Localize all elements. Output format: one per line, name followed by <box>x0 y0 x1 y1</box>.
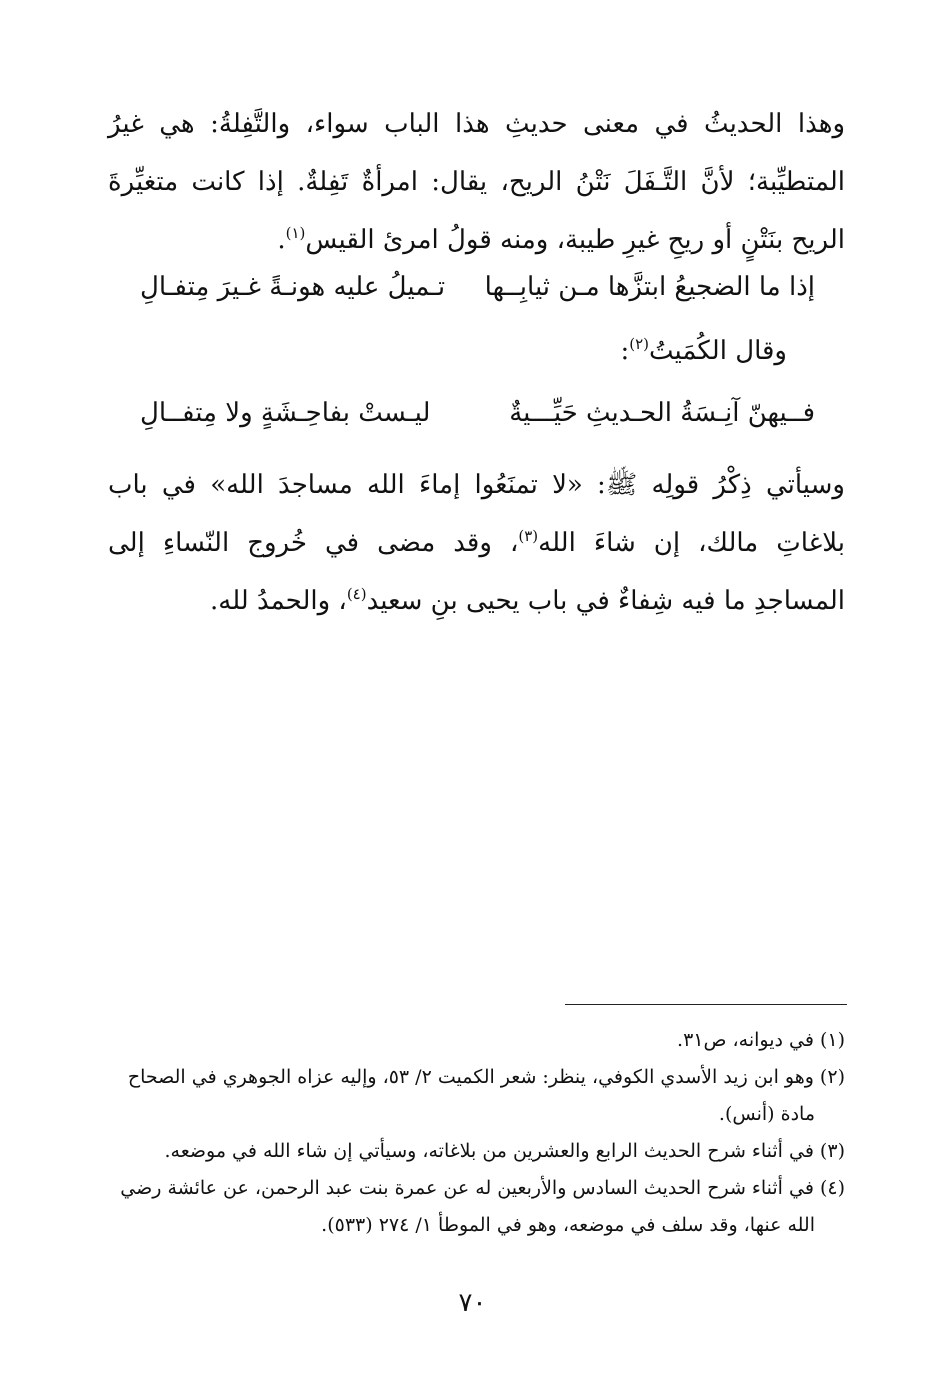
footnote-ref-3[interactable]: (٣) <box>518 527 539 545</box>
footnotes <box>108 1022 845 1244</box>
paragraph-2-text-b: ، وقد مضى في خُروج النّساءِ إلى المساجدِ ما فيه شِفاءٌ في باب يحيى بنِ سعيد <box>108 528 845 616</box>
paragraph-2 <box>108 456 845 630</box>
verse-2-intro-text: وقال الكُمَيتُ <box>649 336 787 366</box>
footnote-4: (٤) في أثناء شرح الحديث السادس والأربعين له عن عمرة بنت عبد الرحمن، عن عائشة رضي <box>120 1177 845 1199</box>
footnote-2-continuation: مادة (أنس). <box>718 1103 815 1125</box>
verse-2-intro-end: : <box>620 336 630 366</box>
paragraph-2-text-a: وسيأتي ذِكْرُ قولِه ﷺ: «لا تمنَعُوا إماءَ الله مساجدَ الله» في باب بلاغاتِ مالك، إن شاءَ الله <box>108 470 845 558</box>
footnote-1: (١) في ديوانه، ص٣١. <box>677 1029 845 1051</box>
page-number: ٧٠ <box>458 1288 487 1318</box>
verse-2-intro <box>620 336 787 366</box>
paragraph-1 <box>108 95 845 269</box>
footnote-2: (٢) وهو ابن زيد الأسدي الكوفي، ينظر: شعر الكميت ٢/ ٥٣، وإليه عزاه الجوهري في الصحاح <box>127 1066 845 1088</box>
footnote-ref-2[interactable]: (٢) <box>629 335 650 353</box>
verse-1-second-hemistich: تـميلُ عليه هونـةً غـيرَ مِتفـالِ <box>140 272 446 302</box>
verse-1 <box>140 272 815 322</box>
verse-2-second-hemistich: ليـستْ بفاحِـشَةٍ ولا مِتفــالِ <box>140 398 431 428</box>
footnote-4-continuation: الله عنها، وقد سلف في موضعه، وهو في الموطأ ١/ ٢٧٤ (٥٣٣). <box>321 1214 815 1236</box>
verse-1-first-hemistich: إذا ما الضجيعُ ابتزَّها مـن ثيابِــها <box>484 272 815 302</box>
verse-2 <box>140 398 815 448</box>
footnote-3: (٣) في أثناء شرح الحديث الرابع والعشرين من بلاغاته، وسيأتي إن شاء الله في موضعه. <box>164 1140 845 1162</box>
paragraph-2-text-c: ، والحمدُ لله. <box>209 586 347 616</box>
footnote-ref-4[interactable]: (٤) <box>346 585 367 603</box>
footnote-ref-1[interactable]: (١) <box>285 224 306 242</box>
footnote-divider <box>565 1004 847 1005</box>
verse-2-first-hemistich: فــيهنّ آنِـسَةُ الحـديثِ حَيِّـــيةٌ <box>509 398 815 428</box>
paragraph-1-text: وهذا الحديثُ في معنى حديثِ هذا الباب سواء، والتَّفِلةُ: هي غيرُ المتطيِّبة؛ لأنَّ التَّـفَلَ نَتْنُ الريح، يقال: امرأةٌ تَفِلةٌ. إذا كانت متغيِّرةَ الريح بنَتْنٍ أو ريحِ غيرِ طيبة، ومنه قولُ امرئ القيس <box>108 109 845 255</box>
paragraph-1-end: . <box>277 225 286 255</box>
